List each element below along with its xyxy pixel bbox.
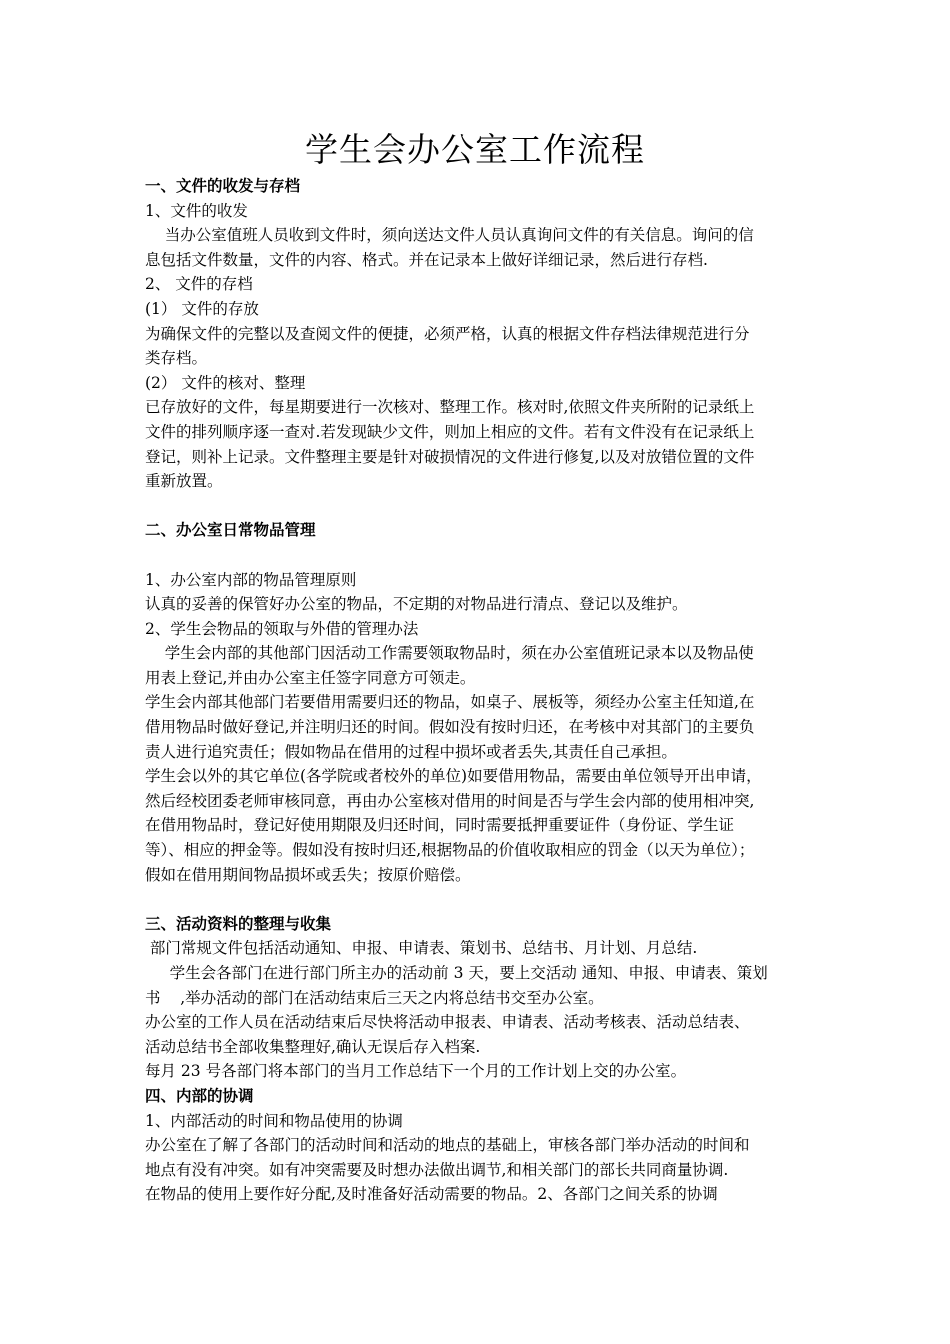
- text-line: 1、办公室内部的物品管理原则: [145, 570, 357, 589]
- text-line: 假如在借用期间物品损坏或丢失；按原价赔偿。: [145, 865, 471, 884]
- text-line: 1、内部活动的时间和物品使用的协调: [145, 1111, 403, 1130]
- text-line: 等）、相应的押金等。假如没有按时归还,根据物品的价值收取相应的罚金（以天为单位）；: [145, 841, 755, 860]
- blank-line: [145, 543, 815, 568]
- text-line: (2） 文件的核对、整理: [145, 373, 306, 392]
- text-line: 办公室的工作人员在活动结束后尽快将活动申报表、申请表、活动考核表、活动总结表、: [145, 1013, 750, 1032]
- document-body: [145, 174, 815, 1207]
- text-line: 办公室在了解了各部门的活动时间和活动的地点的基础上，审核各部门举办活动的时间和: [145, 1136, 750, 1155]
- text-line: (1） 文件的存放: [145, 299, 259, 318]
- text-line: 2、 文件的存档: [145, 275, 253, 294]
- text-line: 已存放好的文件，每星期要进行一次核对、整理工作。核对时,依照文件夹所附的记录纸上: [145, 398, 755, 417]
- text-line: 1、文件的收发: [145, 201, 248, 220]
- text-line: 当办公室值班人员收到文件时，须向送达文件人员认真询问文件的有关信息。询问的信: [145, 226, 754, 245]
- section-heading: 一、文件的收发与存档: [145, 176, 301, 195]
- text-line: 书 ,举办活动的部门在活动结束后三天之内将总结书交至办公室。: [145, 988, 604, 1007]
- text-line: 认真的妥善的保管好办公室的物品，不定期的对物品进行清点、登记以及维护。: [145, 595, 688, 614]
- text-line: 在物品的使用上要作好分配,及时准备好活动需要的物品。2、各部门之间关系的协调: [145, 1185, 718, 1204]
- text-line: 借用物品时做好登记,并注明归还的时间。假如没有按时归还，在考核中对其部门的主要负: [145, 718, 755, 737]
- text-line: 地点有没有冲突。如有冲突需要及时想办法做出调节,和相关部门的部长共同商量协调.: [145, 1160, 729, 1179]
- text-line: 学生会各部门在进行部门所主办的活动前 3 天，要上交活动 通知、申报、申请表、策划: [145, 964, 768, 982]
- text-line: 用表上登记,并由办公室主任签字同意方可领走。: [145, 668, 476, 687]
- text-line: 学生会内部其他部门若要借用需要归还的物品，如桌子、展板等，须经办公室主任知道,在: [145, 693, 755, 712]
- text-line: 学生会内部的其他部门因活动工作需要领取物品时，须在办公室值班记录本以及物品使: [145, 644, 754, 663]
- text-line: 学生会以外的其它单位(各学院或者校外的单位)如要借用物品，需要由单位领导开出申请，: [145, 767, 762, 786]
- text-line: 重新放置。: [145, 472, 223, 491]
- text-line: 2、学生会物品的领取与外借的管理办法: [145, 619, 419, 638]
- text-line: 类存档。: [145, 349, 208, 368]
- blank-line: [145, 494, 815, 519]
- document-title: 学生会办公室工作流程: [305, 130, 645, 169]
- blank-line: [145, 887, 815, 912]
- text-line: 然后经校团委老师审核同意，再由办公室核对借用的时间是否与学生会内部的使用相冲突,: [145, 791, 755, 810]
- text-line: 每月 23 号各部门将本部门的当月工作总结下一个月的工作计划上交的办公室。: [145, 1062, 687, 1081]
- text-line: 息包括文件数量，文件的内容、格式。并在记录本上做好详细记录，然后进行存档.: [145, 250, 708, 269]
- text-line: 部门常规文件包括活动通知、申报、申请表、策划书、总结书、月计划、月总结.: [145, 939, 698, 958]
- section-heading: 二、办公室日常物品管理: [145, 520, 316, 540]
- text-line: 在借用物品时，登记好使用期限及归还时间，同时需要抵押重要证件（身份证、学生证: [145, 816, 735, 835]
- text-line: 为确保文件的完整以及查阅文件的便捷，必须严格，认真的根据文件存档法律规范进行分: [145, 324, 750, 343]
- section-heading: 四、内部的协调: [145, 1085, 254, 1105]
- text-line: 登记，则补上记录。文件整理主要是针对破损情况的文件进行修复,以及对放错位置的文件: [145, 447, 755, 466]
- text-line: 文件的排列顺序逐一查对.若发现缺少文件，则加上相应的文件。若有文件没有在记录纸上: [145, 422, 755, 441]
- section-heading: 三、活动资料的整理与收集: [145, 913, 332, 933]
- text-line: 活动总结书全部收集整理好,确认无误后存入档案.: [145, 1037, 481, 1056]
- text-line: 责人进行追究责任；假如物品在借用的过程中损坏或者丢失,其责任自己承担。: [145, 742, 677, 761]
